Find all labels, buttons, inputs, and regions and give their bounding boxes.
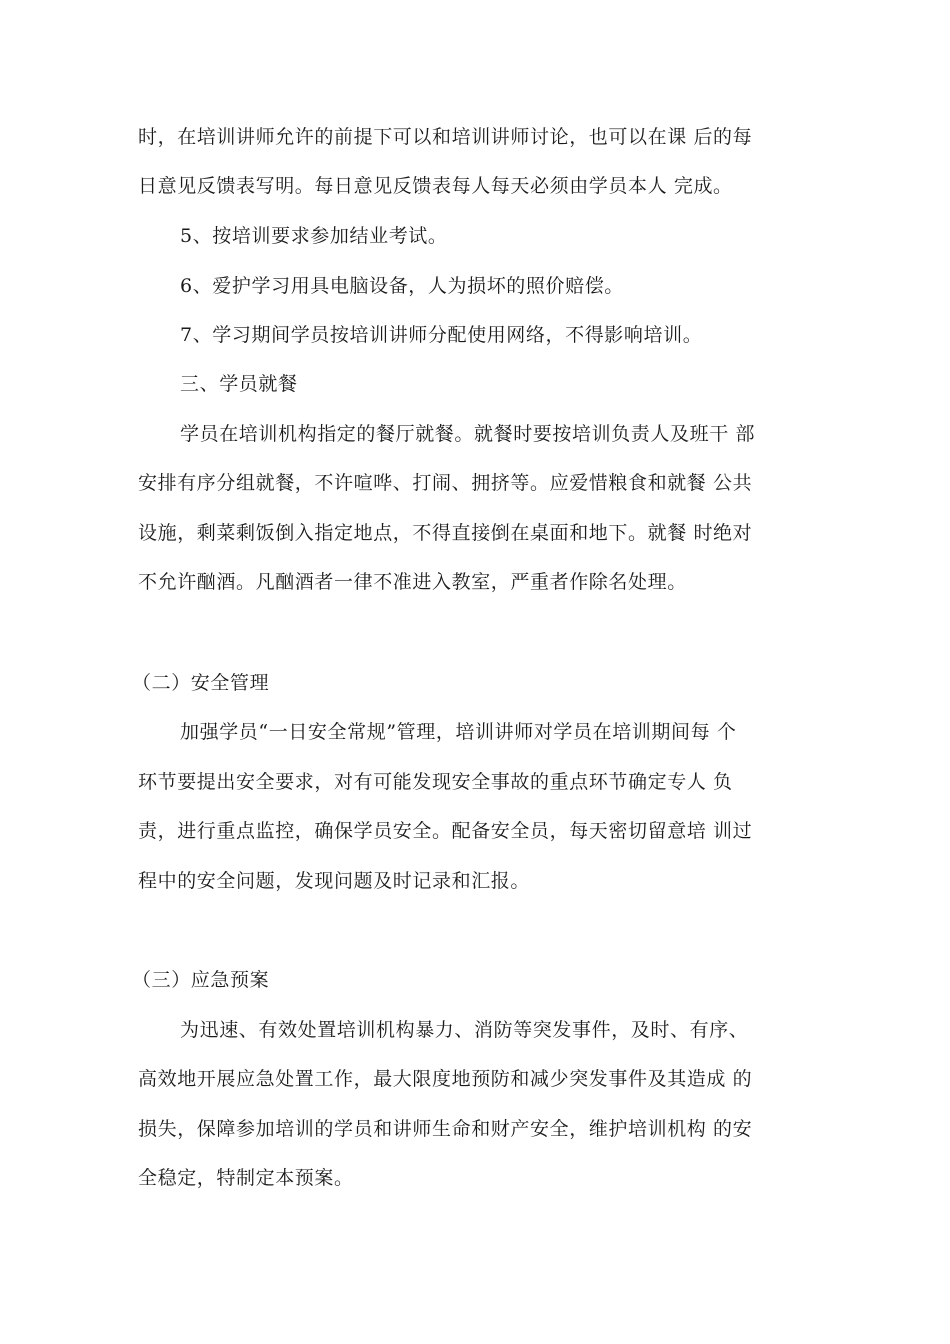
section-heading-emergency: （三）应急预案 [132,969,270,991]
list-item-5: 5、按培训要求参加结业考试。 [180,225,448,247]
text-line: 安排有序分组就餐，不许喧哗、打闹、拥挤等。应爱惜粮食和就餐 公共 [138,472,753,494]
text-line: 时，在培训讲师允许的前提下可以和培训讲师讨论，也可以在课 后的每 [138,126,753,148]
text-line: 高效地开展应急处置工作，最大限度地预防和减少突发事件及其造成 的 [138,1068,753,1090]
section-heading-dining: 三、学员就餐 [180,373,298,395]
section-heading-safety: （二）安全管理 [132,672,270,694]
text-line: 不允许酗酒。凡酗酒者一律不准进入教室，严重者作除名处理。 [138,571,687,593]
text-line: 损失，保障参加培训的学员和讲师生命和财产安全，维护培训机构 的安 [138,1118,753,1140]
text-line: 责，进行重点监控，确保学员安全。配备安全员，每天密切留意培 训过 [138,820,753,842]
text-line: 设施，剩菜剩饭倒入指定地点，不得直接倒在桌面和地下。就餐 时绝对 [138,522,753,544]
text-line: 日意见反馈表写明。每日意见反馈表每人每天必须由学员本人 完成。 [138,175,733,197]
text-line: 为迅速、有效处置培训机构暴力、消防等突发事件，及时、有序、 [180,1019,749,1041]
text-line: 加强学员“一日安全常规”管理，培训讲师对学员在培训期间每 个 [180,721,737,743]
text-line: 环节要提出安全要求，对有可能发现安全事故的重点环节确定专人 负 [138,771,733,793]
text-line: 学员在培训机构指定的餐厅就餐。就餐时要按培训负责人及班干 部 [180,423,756,445]
list-item-6: 6、爱护学习用具电脑设备，人为损坏的照价赔偿。 [180,275,624,297]
list-item-7: 7、学习期间学员按培训讲师分配使用网络，不得影响培训。 [180,324,703,346]
text-line: 程中的安全问题，发现问题及时记录和汇报。 [138,870,531,892]
text-line: 全稳定，特制定本预案。 [138,1167,354,1189]
